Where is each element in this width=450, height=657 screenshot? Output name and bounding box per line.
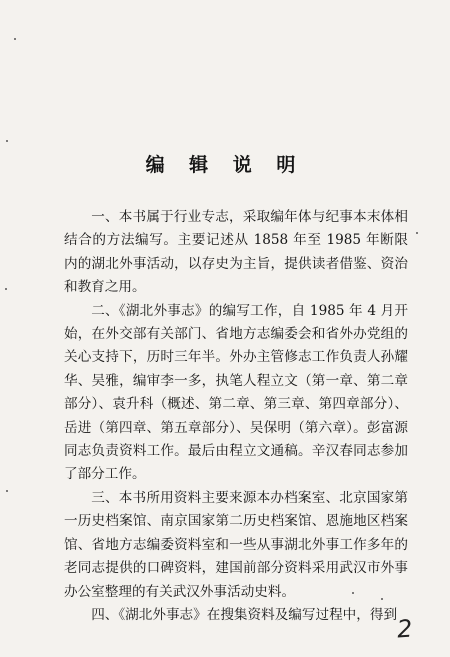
scan-speck — [6, 490, 8, 492]
scan-speck — [6, 140, 8, 142]
paragraph-2: 二、《湖北外事志》的编写工作，自 1985 年 4 月开始，在外交部有关部门、省地方志编委会和省外办党组的关心支持下，历时三年半。外办主管修志工作负责人孙耀华、吴雅，编审李一多，执笔人程立文（第一章、第二章部分）、袁升科（概述、第二章、第三章、第四章部分）、岳进（第四章、第五章部分）、吴保明（第六章）。彭富源同志负责资料工作。最后由程立文通稿。辛汉春同志参加了部分工作。 — [64, 302, 408, 483]
paragraph-3: 三、本书所用资料主要来源本办档案室、北京国家第一历史档案馆、南京国家第二历史档案馆、恩施地区档案馆、省地方志编委资料室和一些从事湖北外事工作多年的老同志提供的口碑资料，建国前部分资料采用武汉市外事办公室整理的有关武汉外事活动史料。 — [64, 489, 408, 600]
handwritten-page-number: 2 — [395, 614, 413, 644]
scan-speck — [381, 598, 383, 600]
page-title: 编 辑 说 明 — [145, 154, 305, 176]
paragraph-1: 一、本书属于行业专志，采取编年体与纪事本末体相结合的方法编写。主要记述从 1858 年至 1985 年断限内的湖北外事活动，以存史为主旨，提供读者借鉴、资治和教育之用。 — [64, 209, 408, 296]
scan-speck — [416, 232, 418, 234]
scan-speck — [14, 38, 16, 40]
scan-speck — [5, 288, 7, 290]
paragraph-4: 四、《湖北外事志》在搜集资料及编写过程中，得到 — [91, 606, 398, 623]
scan-speck — [352, 592, 354, 594]
document-body — [64, 206, 408, 627]
